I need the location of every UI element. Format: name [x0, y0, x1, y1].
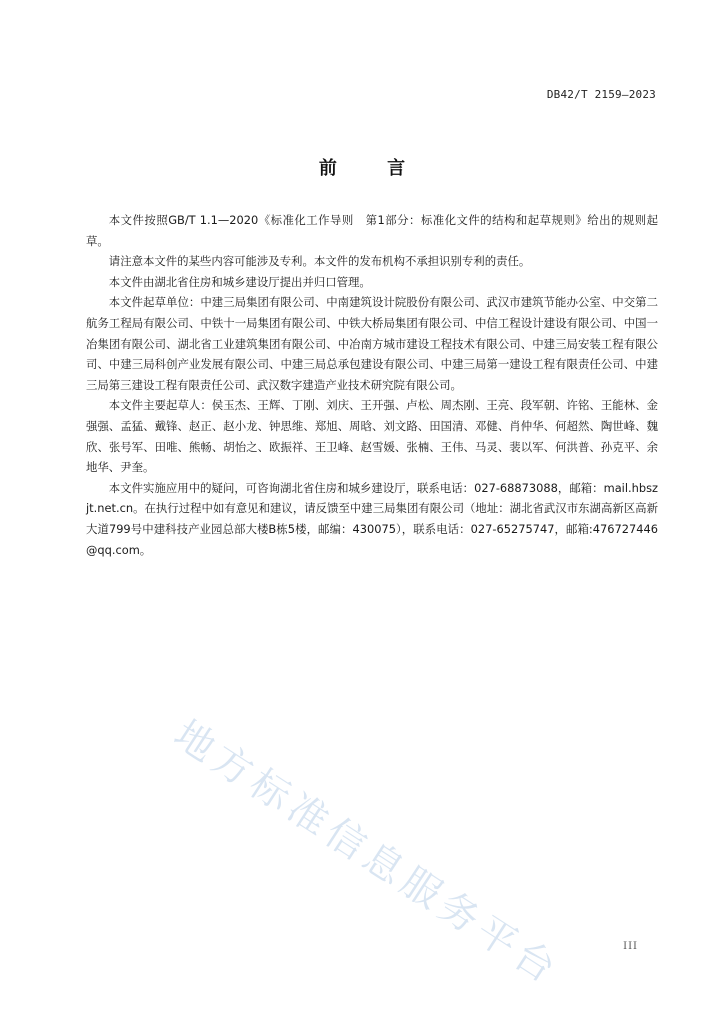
paragraph-drafting-units: 本文件起草单位：中建三局集团有限公司、中南建筑设计院股份有限公司、武汉市建筑节能办公室、中交第二航务工程局有限公司、中铁十一局集团有限公司、中铁大桥局集团有限公司、中信工程设计建设有限公司、中国一冶集团有限公司、湖北省工业建筑集团有限公司、中冶南方城市建设工程技术有限公司、中建三局安装工程有限公司、中建三局科创产业发展有限公司、中建三局总承包建设有限公司、中建三局第一建设工程有限责任公司、中建三局第三建设工程有限责任公司、武汉数字建造产业技术研究院有限公司。 — [86, 295, 658, 392]
paragraph-drafters: 本文件主要起草人：侯玉杰、王辉、丁刚、刘庆、王开强、卢松、周杰刚、王亮、段军朝、许铭、王能林、金强强、孟猛、戴锋、赵正、赵小龙、钟思维、郑旭、周晗、刘文路、田国清、邓健、肖仲华、何超然、陶世峰、魏欣、张号军、田唯、熊畅、胡怡之、欧振祥、王卫峰、赵雪媛、张楠、王伟、马灵、裴以军、何洪普、孙克平、余地华、尹奎。 — [86, 398, 658, 475]
watermark-text: 地方标准信息服务平台 — [165, 712, 568, 995]
foreword-body — [86, 210, 658, 560]
paragraph-proposer: 本文件由湖北省住房和城乡建设厅提出并归口管理。 — [108, 274, 371, 289]
page-title: 前 言 — [318, 158, 428, 179]
paragraph-drafting-rules: 本文件按照GB/T 1.1—2020《标准化工作导则 第1部分：标准化文件的结构和起草规则》给出的规则起草。 — [86, 213, 658, 248]
page-number: III — [623, 941, 638, 952]
paragraph-contact: 本文件实施应用中的疑问，可咨询湖北省住房和城乡建设厅，联系电话：027-68873088，邮箱：mail.hbszjt.net.cn。在执行过程中如有意见和建议，请反馈至中建三局集团有限公司（地址：湖北省武汉市东湖高新区高新大道799号中建科技产业园总部大楼B栋5楼，邮编：430075），联系电话：027-65275747，邮箱:476727446@qq.com。 — [86, 480, 658, 557]
standard-code: DB42/T 2159—2023 — [546, 88, 656, 101]
paragraph-patent-notice: 请注意本文件的某些内容可能涉及专利。本文件的发布机构不承担识别专利的责任。 — [108, 254, 531, 269]
